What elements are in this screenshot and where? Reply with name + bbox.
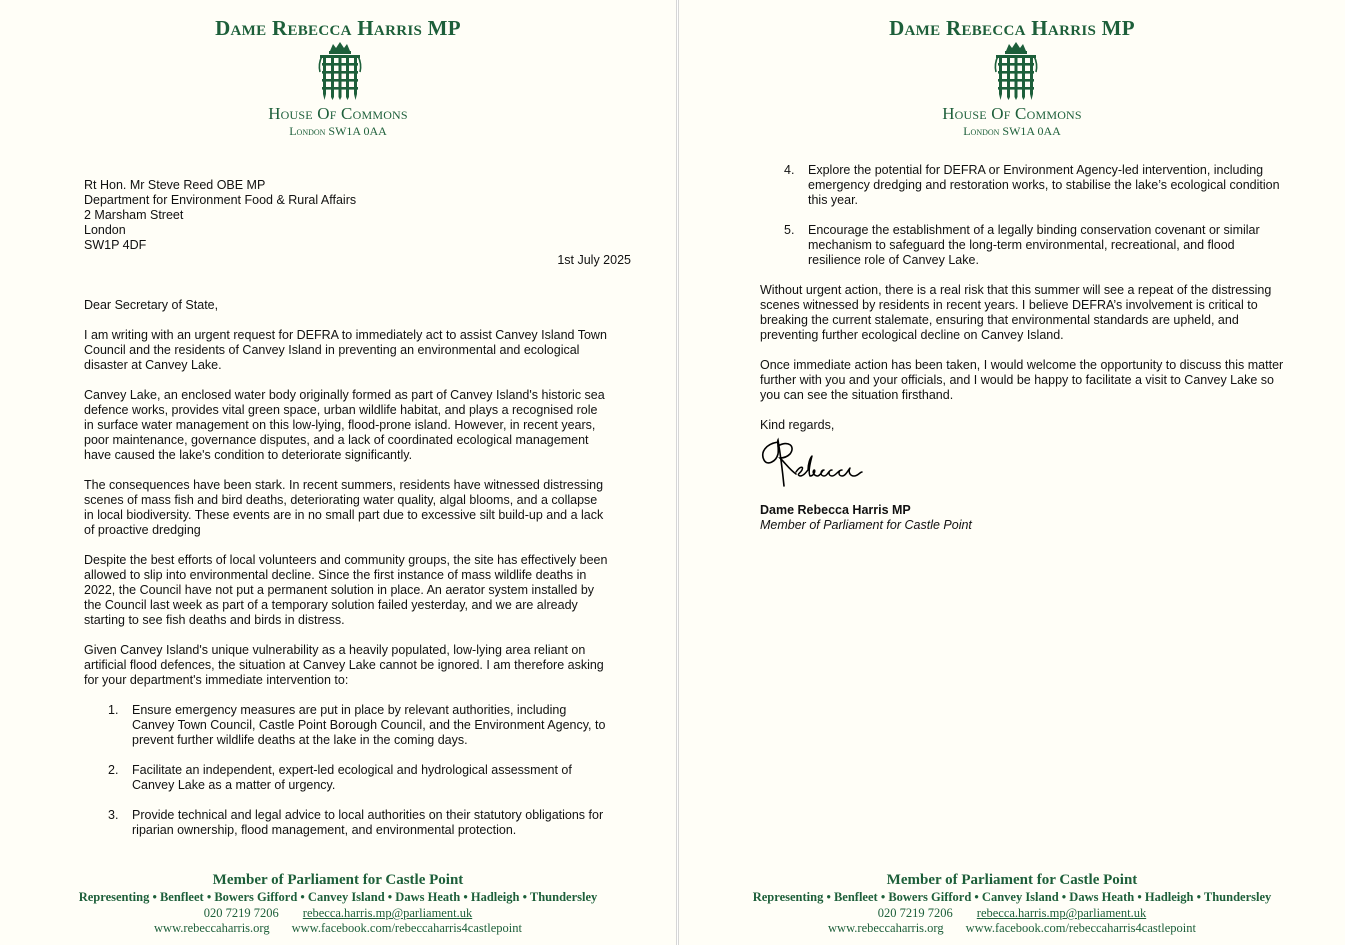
list-item-line: riparian ownership, flood management, and environmental protection. <box>132 823 517 837</box>
paragraph-line: allowed to slip into environmental decline. Since the first instance of mass wildlife deaths in <box>84 568 587 582</box>
recipient-line: Department for Environment Food & Rural Affairs <box>84 193 357 207</box>
closing: Kind regards, <box>760 418 835 432</box>
footer-contact <box>679 906 1345 921</box>
paragraph <box>84 478 603 538</box>
paragraph-line: preventing further ecological decline on Canvey Island. <box>760 328 1064 342</box>
list-item-line: emergency dredging and restoration works, to stabilise the lake’s ecological condition <box>808 178 1280 192</box>
paragraph-line: of proactive dredging <box>84 523 201 537</box>
signatory-name: Dame Rebecca Harris MP <box>760 503 911 517</box>
list-item-line: Explore the potential for DEFRA or Environment Agency-led intervention, including <box>808 163 1264 177</box>
list-item <box>808 223 1260 268</box>
list-item-line: Canvey Lake as a matter of urgency. <box>132 778 336 792</box>
list-item-line: mechanism to safeguard the long-term environmental, recreational, and flood <box>808 238 1235 252</box>
footer-title: Member of Parliament for Castle Point <box>212 872 464 888</box>
paragraph-line: the Council last week as part of a temporary solution failed yesterday, and we are already <box>84 598 578 612</box>
recipient-line: SW1P 4DF <box>84 238 147 252</box>
paragraph <box>84 388 605 463</box>
footer-email-link[interactable]: rebecca.harris.mp@parliament.uk <box>302 906 473 920</box>
list-item <box>132 808 603 838</box>
list-number: 5. <box>784 223 795 237</box>
paragraph <box>760 358 1283 403</box>
list-number: 2. <box>108 763 119 777</box>
paragraph <box>84 328 607 373</box>
list-number: 4. <box>784 163 795 177</box>
signature-image <box>756 436 886 494</box>
footer-website-link[interactable]: www.rebeccaharris.org <box>828 921 944 935</box>
paragraph-line: in surface water management on this low-lying, flood-prone island. However, in recent years, <box>84 418 596 432</box>
paragraph-line: have caused the lake's condition to deteriorate significantly. <box>84 448 413 462</box>
footer-website-link[interactable]: www.rebeccaharris.org <box>154 921 270 935</box>
paragraph-line: poor maintenance, governance disputes, and a lack of coordinated ecological management <box>84 433 589 447</box>
list-item-line: this year. <box>808 193 859 207</box>
list-item-line: Canvey Town Council, Castle Point Borough Council, and the Environment Agency, to <box>132 718 606 732</box>
list-item-line: Encourage the establishment of a legally binding conservation covenant or similar <box>808 223 1260 237</box>
paragraph-line: scenes of mass fish and bird deaths, deteriorating water quality, algal blooms, and a collapse <box>84 493 598 507</box>
paragraph-line: further with you and your officials, and I would be happy to facilitate a visit to Canvey Lake so <box>760 373 1274 387</box>
footer-facebook-link[interactable]: www.facebook.com/rebeccaharris4castlepoint <box>291 921 522 935</box>
footer-title: Member of Parliament for Castle Point <box>886 872 1138 888</box>
footer-facebook-link[interactable]: www.facebook.com/rebeccaharris4castlepoint <box>965 921 1196 935</box>
footer-contact <box>0 906 676 921</box>
paragraph-line: Canvey Lake, an enclosed water body originally formed as part of Canvey Island's historic sea <box>84 388 605 402</box>
list-item-line: resilience role of Canvey Lake. <box>808 253 979 267</box>
paragraph-line: Without urgent action, there is a real risk that this summer will see a repeat of the distressing <box>760 283 1272 297</box>
portcullis-icon <box>992 42 1040 100</box>
recipient-address <box>84 178 356 253</box>
paragraph-line: you can see the situation firsthand. <box>760 388 954 402</box>
footer-email-link[interactable]: rebecca.harris.mp@parliament.uk <box>976 906 1147 920</box>
footer-towns: Representing • Benfleet • Bowers Gifford • Canvey Island • Daws Heath • Hadleigh • Thundersley <box>752 890 1272 904</box>
paragraph-line: Council and the residents of Canvey Island in preventing an environmental and ecological <box>84 343 580 357</box>
footer-web <box>0 921 676 936</box>
letterhead-address: London SW1A 0AA <box>289 124 387 138</box>
paragraph <box>84 643 604 688</box>
paragraph-line: artificial flood defences, the situation at Canvey Lake cannot be ignored. I am therefore asking <box>84 658 604 672</box>
paragraph-line: I am writing with an urgent request for DEFRA to immediately act to assist Canvey Island Town <box>84 328 607 342</box>
paragraph-line: breaking the current stalemate, ensuring that environmental standards are upheld, and <box>760 313 1239 327</box>
letterhead-mp-name: Dame Rebecca Harris MP <box>889 16 1135 40</box>
list-item-line: Provide technical and legal advice to local authorities on their statutory obligations for <box>132 808 604 822</box>
list-item <box>132 703 605 748</box>
letterhead-mp-name: Dame Rebecca Harris MP <box>215 16 461 40</box>
list-item <box>808 163 1280 208</box>
salutation: Dear Secretary of State, <box>84 298 219 312</box>
paragraph-line: The consequences have been stark. In recent summers, residents have witnessed distressing <box>84 478 604 492</box>
paragraph-line: in local biodiversity. These events are in no small part due to excessive silt build-up and a lack <box>84 508 604 522</box>
paragraph-line: disaster at Canvey Lake. <box>84 358 222 372</box>
paragraph-line: 2022, the Council have not put a permanent solution in place. An aerator system installed by <box>84 583 595 597</box>
signatory-role: Member of Parliament for Castle Point <box>760 518 972 532</box>
recipient-line: Rt Hon. Mr Steve Reed OBE MP <box>84 178 266 192</box>
list-item-line: prevent further wildlife deaths at the lake in the coming days. <box>132 733 468 747</box>
paragraph-line: Despite the best efforts of local volunteers and community groups, the site has effectively been <box>84 553 608 567</box>
paragraph-line: Given Canvey Island's unique vulnerability as a heavily populated, low-lying area reliant on <box>84 643 586 657</box>
paragraph-line: starting to see fish deaths and birds in distress. <box>84 613 345 627</box>
letterhead-house: House Of Commons <box>268 104 408 123</box>
recipient-line: 2 Marsham Street <box>84 208 184 222</box>
recipient-line: London <box>84 223 126 237</box>
paragraph-line: Once immediate action has been taken, I would welcome the opportunity to discuss this matter <box>760 358 1284 372</box>
portcullis-icon <box>316 42 364 100</box>
list-item-line: Ensure emergency measures are put in place by relevant authorities, including <box>132 703 567 717</box>
footer-towns: Representing • Benfleet • Bowers Gifford • Canvey Island • Daws Heath • Hadleigh • Thundersley <box>78 890 598 904</box>
footer-phone: 020 7219 7206 <box>877 906 953 920</box>
paragraph-line: defence works, provides vital green space, urban wildlife habitat, and plays a recognised role <box>84 403 598 417</box>
paragraph-line: scenes witnessed by residents in recent years. I believe DEFRA’s involvement is critical to <box>760 298 1258 312</box>
letterhead-house: House Of Commons <box>942 104 1082 123</box>
list-number: 3. <box>108 808 119 822</box>
footer-web <box>679 921 1345 936</box>
letter-date: 1st July 2025 <box>557 253 631 267</box>
paragraph <box>84 553 607 628</box>
list-item <box>132 763 572 793</box>
paragraph-line: for your department's immediate intervention to: <box>84 673 349 687</box>
list-item-line: Facilitate an independent, expert-led ecological and hydrological assessment of <box>132 763 572 777</box>
paragraph <box>760 283 1271 343</box>
list-number: 1. <box>108 703 119 717</box>
footer-phone: 020 7219 7206 <box>203 906 279 920</box>
letterhead-address: London SW1A 0AA <box>963 124 1061 138</box>
